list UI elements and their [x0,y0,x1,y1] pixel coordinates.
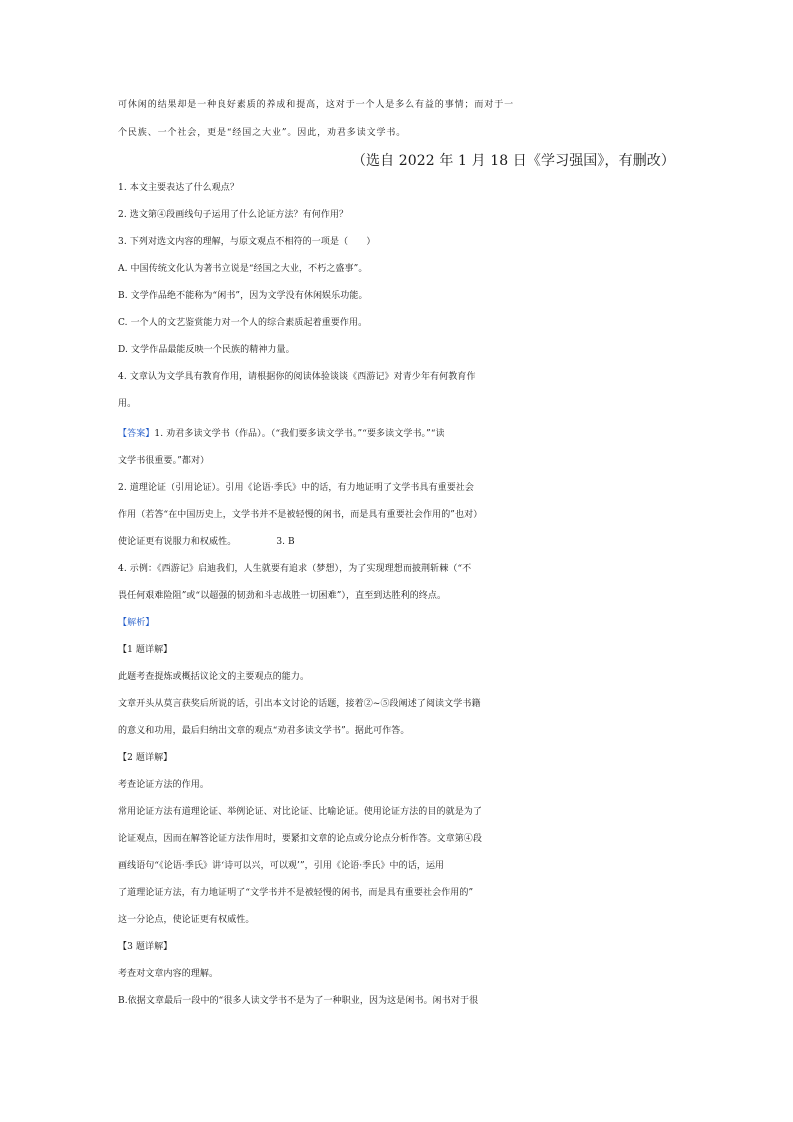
detail-1-line-3: 的意义和功用，最后归纳出文章的观点“劝君多读文学书”。据此可作答。 [118,726,410,736]
option-d: D. 文学作品最能反映一个民族的精神力量。 [118,345,295,355]
detail-3-line-1: 考查对文章内容的理解。 [118,969,219,979]
detail-3-line-2: B.依据文章最后一段中的“很多人读文学书不是为了一种职业，因为这是闲书。闲书对于很 [118,996,479,1006]
question-4-line-2: 用。 [118,399,137,409]
answer-tag: 【答案】 [118,429,155,439]
answer-2-line-1: 2. 道理论证（引用论证）。引用《论语·季氏》中的话，有力地证明了文学书具有重要社会 [118,483,475,493]
answer-4-line-2: 畏任何艰难险阻”或“以超强的韧劲和斗志战胜一切困难”），直至到达胜利的终点。 [118,591,447,601]
answer-2-line-2: 作用（若答“在中国历史上，文学书并不是被轻慢的闲书，而是具有重要社会作用的”也对） [118,510,483,520]
passage-source: （选自 2022 年 1 月 18 日《学习强国》，有删改） [351,153,675,169]
analysis-tag: 【解析】 [118,618,155,628]
answer-1-line-1 [118,425,678,443]
option-c: C. 一个人的文艺鉴赏能力对一个人的综合素质起着重要作用。 [118,318,368,328]
detail-2-line-3: 论证观点，因而在解答论证方法作用时，要紧扣文章的论点或分论点分析作答。文章第④段 [118,834,483,844]
detail-2-line-2: 常用论证方法有道理论证、举例论证、对比论证、比喻论证。使用论证方法的目的就是为了 [118,807,483,817]
passage-line-1: 可休闲的结果却是一种良好素质的养成和提高，这对于一个人是多么有益的事情；而对于一 [118,100,515,110]
detail-2-title: 【2 题详解】 [118,753,173,763]
question-3: 3. 下列对选文内容的理解，与原文观点不相符的一项是（ ） [118,237,376,247]
answer-2-line-3 [118,533,678,551]
answer-1-line-2: 文学书很重要。”都对） [118,456,210,466]
option-b: B. 文学作品绝不能称为“闲书”，因为文学没有休闲娱乐功能。 [118,291,368,301]
answer-1-text: 1. 劝君多读文学书（作品）。（“我们要多读文学书。”“要多读文学书。”“读 [154,429,445,439]
detail-1-line-2: 文章开头从莫言获奖后所说的话，引出本文讨论的话题，接着②~⑤段阐述了阅读文学书籍 [118,699,481,709]
question-1: 1. 本文主要表达了什么观点？ [118,183,239,193]
detail-2-line-4: 画线语句“《论语·季氏》讲‘诗可以兴，可以观’”，引用《论语·季氏》中的话，运用 [118,861,445,871]
detail-2-line-1: 考查论证方法的作用。 [118,780,210,790]
question-2: 2. 选文第④段画线句子运用了什么论证方法？有何作用？ [118,210,349,220]
question-4-line-1: 4. 文章认为文学具有教育作用，请根据你的阅读体验谈谈《西游记》对青少年有何教育作 [118,372,476,382]
detail-3-title: 【3 题详解】 [118,942,173,952]
detail-2-line-6: 这一分论点，使论证更有权威性。 [118,915,255,925]
option-a: A. 中国传统文化认为著书立说是“经国之大业，不朽之盛事”。 [118,264,368,274]
detail-1-line-1: 此题考查提炼或概括议论文的主要观点的能力。 [118,672,310,682]
answer-4-line-1: 4. 示例：《西游记》启迪我们，人生就要有追求（梦想），为了实现理想而披荆斩棘（“不 [118,564,472,574]
passage-line-2: 个民族、一个社会，更是“经国之大业”。因此，劝君多读文学书。 [118,128,407,138]
answer-3: 3. B [276,537,295,547]
detail-1-title: 【1 题详解】 [118,645,173,655]
answer-2-text: 使论证更有说服力和权威性。 [118,537,237,547]
detail-2-line-5: 了道理论证方法，有力地证明了“文学书并不是被轻慢的闲书，而是具有重要社会作用的” [118,888,474,898]
